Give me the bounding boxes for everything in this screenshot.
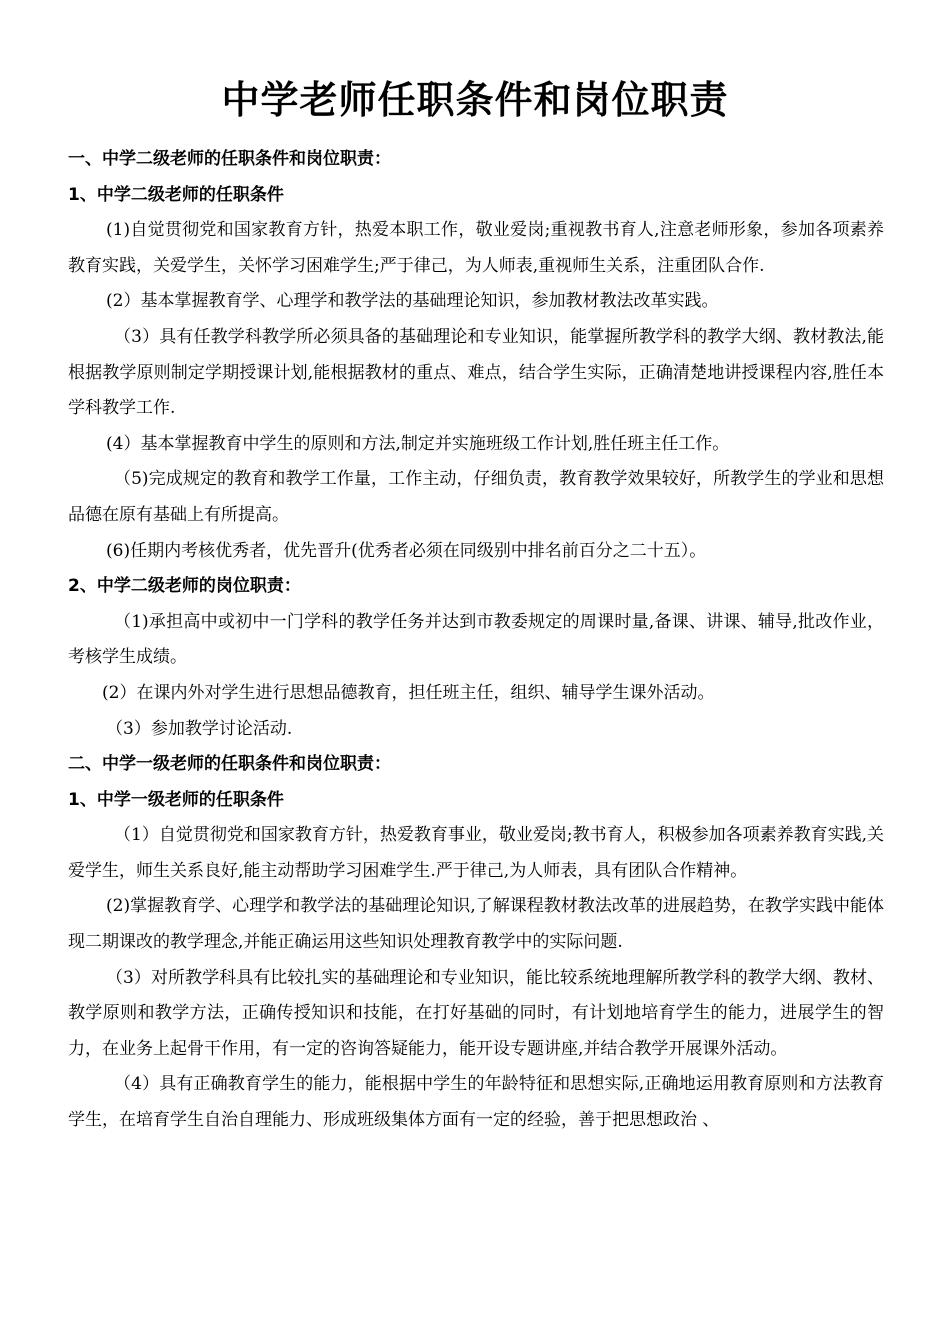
paragraph: （1)承担高中或初中一门学科的教学任务并达到市教委规定的周课时量,备课、讲课、辅导,批改作业，考核学生成绩。 [68,611,884,668]
paragraph: (1)自觉贯彻党和国家教育方针，热爱本职工作，敬业爱岗;重视教书育人,注意老师形象，参加各项素养教育实践，关爱学生，关怀学习困难学生;严于律己，为人师表,重视师生关系，注重团队合作. [68,220,884,276]
document-body [68,142,884,1139]
paragraph: (2）基本掌握教育学、心理学和教学法的基础理论知识，参加教材教法改革实践。 [106,291,719,312]
paragraph: (2）在课内外对学生进行思想品德教育，担任班主任，组织、辅导学生课外活动。 [102,682,715,703]
paragraph: (2)掌握教育学、心理学和教学法的基础理论知识,了解课程教材教法改革的进展趋势，在教学实践中能体现二期课改的教学理念,并能正确运用这些知识处理教育教学中的实际问题. [68,896,884,953]
paragraph: （3）对所教学科具有比较扎实的基础理论和专业知识，能比较系统地理解所教学科的教学大纲、教材、教学原则和教学方法，正确传授知识和技能，在打好基础的同时，有计划地培育学生的能力，进展学生的智力，在业务上起骨干作用，有一定的咨询答疑能力，能开设专题讲座,并结合教学开展课外活动。 [68,967,884,1059]
paragraph: （4）具有正确教育学生的能力，能根据中学生的年龄特征和思想实际,正确地运用教育原则和方法教育学生，在培育学生自治自理能力、形成班级集体方面有一定的经验，善于把思想政治 、 [68,1074,884,1131]
paragraph: （1）自觉贯彻党和国家教育方针，热爱教育事业，敬业爱岗;教书育人，积极参加各项素养教育实践,关爱学生，师生关系良好,能主动帮助学习困难学生.严于律己,为人师表，具有团队合作精神。 [68,825,884,881]
subsection-heading: 1、中学一级老师的任职条件 [68,789,284,810]
subsection-heading: 2、中学二级老师的岗位职责： [68,576,301,597]
section-heading: 一、中学二级老师的任职条件和岗位职责： [68,149,391,169]
paragraph: （5)完成规定的教育和教学工作量，工作主动，仔细负责，教育教学效果较好，所教学生的学业和思想品德在原有基础上有所提高。 [68,469,884,525]
subsection-heading: 1、中学二级老师的任职条件 [68,184,284,205]
paragraph: (4）基本掌握教育中学生的原则和方法,制定并实施班级工作计划,胜任班主任工作。 [106,433,730,454]
document-title: 中学老师任职条件和岗位职责 [221,78,729,122]
section-heading: 二、中学一级老师的任职条件和岗位职责： [68,754,391,775]
paragraph: （3）参加教学讨论活动. [106,718,293,739]
paragraph: (6)任期内考核优秀者，优先晋升(优秀者必须在同级别中排名前百分之二十五）。 [106,540,707,561]
paragraph: （3）具有任教学科教学所必须具备的基础理论和专业知识，能掌握所教学科的教学大纲、教材教法,能根据教学原则制定学期授课计划,能根据教材的重点、难点，结合学生实际，正确清楚地讲授课程内容,胜任本学科教学工作. [68,326,884,419]
